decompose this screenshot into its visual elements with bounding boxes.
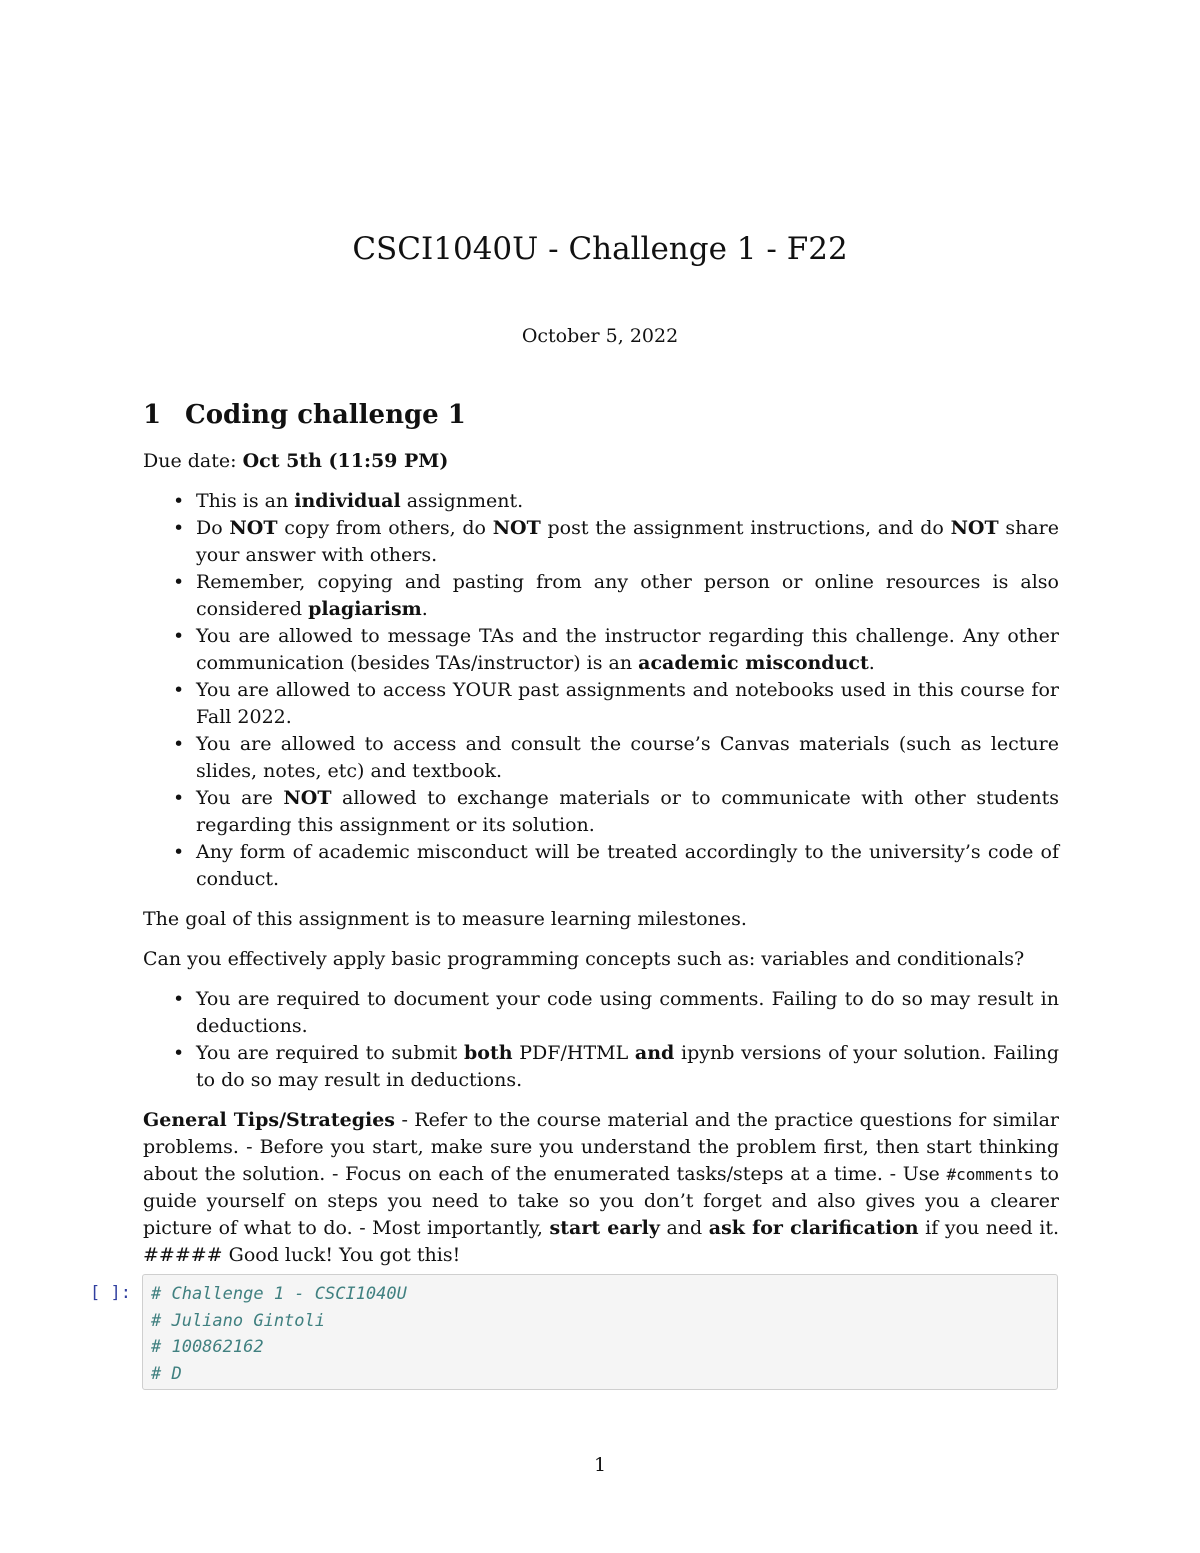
bullet-icon: • <box>173 490 185 512</box>
code-line: # Juliano Gintoli <box>151 1310 325 1331</box>
list-item: • Any form of academic misconduct will be treated accordingly to the university’s code of conduct. <box>173 841 1059 890</box>
list-item: • You are allowed to access and consult the course’s Canvas materials (such as lecture slides, notes, etc) and textbook. <box>173 733 1059 782</box>
list-item: • You are required to submit both PDF/HTML and ipynb versions of your solution. Failing to do so may result in deductions. <box>173 1042 1059 1091</box>
code-line: # D <box>151 1363 182 1384</box>
section-heading <box>143 396 1059 434</box>
code-editor[interactable] <box>142 1274 1058 1390</box>
cell-prompt: [ ]: <box>90 1283 131 1303</box>
list-item: • Remember, copying and pasting from any other person or online resources is also considered plagiarism. <box>173 571 1059 620</box>
goal-paragraph: The goal of this assignment is to measure learning milestones. <box>143 908 747 930</box>
question-paragraph: Can you effectively apply basic programming concepts such as: variables and conditionals? <box>143 948 1025 970</box>
bullet-icon: • <box>173 841 185 863</box>
code-line: # Challenge 1 - CSCI1040U <box>151 1284 407 1304</box>
due-date-value: Oct 5th (11:59 PM) <box>242 450 449 472</box>
due-date-line <box>143 448 1059 475</box>
bullet-icon: • <box>173 571 185 593</box>
list-item: • You are required to document your code using comments. Failing to do so may result in deductions. <box>173 988 1059 1037</box>
page-number: 1 <box>593 1454 607 1476</box>
list-item: • Do NOT copy from others, do NOT post the assignment instructions, and do NOT share your answer with others. <box>173 517 1059 566</box>
rules-list <box>143 488 1059 893</box>
document-date: October 5, 2022 <box>521 325 679 347</box>
bullet-icon: • <box>173 625 185 647</box>
bullet-icon: • <box>173 679 185 701</box>
inline-code: #comments <box>946 1165 1034 1184</box>
list-item: • This is an individual assignment. <box>143 488 1059 515</box>
list-item: • You are NOT allowed to exchange materials or to communicate with other students regarding this assignment or its solution. <box>173 787 1059 836</box>
bullet-icon: • <box>173 1042 185 1064</box>
tips-paragraph: General Tips/Strategies - Refer to the course material and the practice questions for similar problems. - Before you start, make sure you understand the problem first, then start thinking about the solution. - Focus on each of the enumerated tasks/steps at a time. - Use #comments to guide yourself on steps you need to take so you don’t forget and also gives you a clearer picture of what to do. - Most importantly, start early and ask for clarification if you need it. ##### Good luck! You got this! <box>143 1109 1059 1266</box>
document-body <box>143 396 1059 1282</box>
code-line: # 100862162 <box>151 1337 264 1357</box>
bullet-icon: • <box>173 988 185 1010</box>
bullet-icon: • <box>173 517 185 539</box>
due-date-label: Due date: <box>143 450 243 472</box>
list-item: • You are allowed to access YOUR past assignments and notebooks used in this course for Fall 2022. <box>173 679 1059 728</box>
bullet-icon: • <box>173 733 185 755</box>
section-number: 1 <box>143 400 162 430</box>
document-title: CSCI1040U - Challenge 1 - F22 <box>352 231 848 267</box>
section-title: Coding challenge 1 <box>185 400 466 430</box>
tips-heading: General Tips/Strategies <box>143 1109 396 1131</box>
requirements-list <box>143 986 1059 1094</box>
bullet-icon: • <box>173 787 185 809</box>
list-item: • You are allowed to message TAs and the instructor regarding this challenge. Any other communication (besides TAs/instructor) is an academic misconduct. <box>173 625 1059 674</box>
